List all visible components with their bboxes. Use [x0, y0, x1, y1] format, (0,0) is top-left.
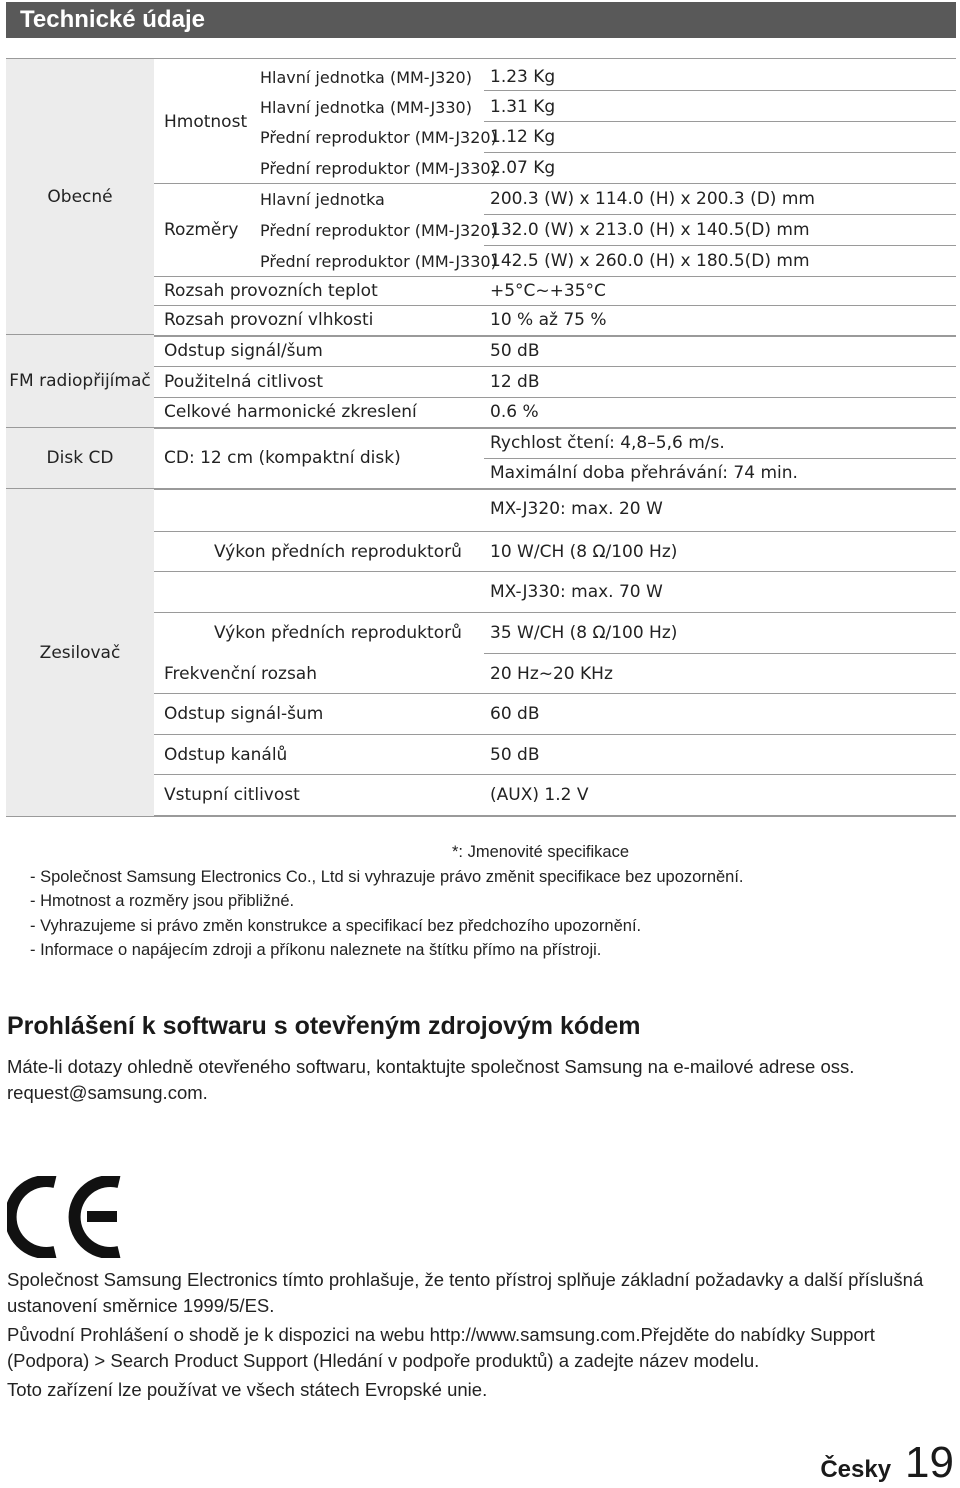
amp-row-value: 50 dB: [490, 745, 540, 765]
amp-row-label: Vstupní citlivost: [164, 785, 300, 805]
amp-row-value: 20 Hz~20 KHz: [490, 664, 613, 684]
fm-row-value: 0.6 %: [490, 402, 539, 422]
weight-item: Hlavní jednotka (MM-J320): [260, 67, 472, 87]
note-item: - Informace o napájecím zdroji a příkonu naleznete na štítku přímo na přístroji.: [30, 941, 602, 959]
note-item: - Společnost Samsung Electronics Co., Ltd si vyhrazuje právo změnit specifikace bez upozornění.: [30, 867, 744, 886]
category-fm: FM radiopřijímač: [6, 335, 154, 428]
footer-language: Česky: [820, 1456, 892, 1483]
weight-value: 1.12 Kg: [490, 127, 556, 147]
dimensions-label: Rozměry: [164, 220, 239, 240]
amp-j330-max: MX-J330: max. 70 W: [490, 582, 663, 602]
amp-row-value: 60 dB: [490, 704, 540, 724]
spec-notes: [30, 840, 930, 963]
amp-j320-max: MX-J320: max. 20 W: [490, 499, 663, 519]
weight-label: Hmotnost: [164, 112, 248, 132]
ce-declaration: Společnost Samsung Electronics tímto prohlašuje, že tento přístroj splňuje základní požadavky a další příslušná ustanovení směrnice 1999/5/ES.: [7, 1269, 924, 1316]
notes-title: *: Jmenovité specifikace: [452, 843, 629, 861]
dimensions-value: 200.3 (W) x 114.0 (H) x 200.3 (D) mm: [490, 189, 815, 209]
amp-front-power-label: Výkon předních reproduktorů: [214, 623, 462, 643]
temperature-value: +5°C~+35°C: [490, 280, 606, 301]
amp-row-value: (AUX) 1.2 V: [490, 785, 589, 805]
fm-row-value: 12 dB: [490, 372, 540, 392]
page-footer: [820, 1438, 954, 1488]
category-cd: Disk CD: [6, 428, 154, 489]
ce-original: Původní Prohlášení o shodě je k dispozici na webu http://www.samsung.com.Přejděte do nabídky Support (Podpora) > Search Product Support (Hledání v podpoře produktů) a zadejte název modelu.: [7, 1324, 875, 1371]
dimensions-item: Přední reproduktor (MM-J320): [260, 220, 497, 240]
fm-row-label: Použitelná citlivost: [164, 372, 324, 392]
weight-item: Přední reproduktor (MM-J320): [260, 127, 497, 147]
ce-usage: Toto zařízení lze používat ve všech státech Evropské unie.: [7, 1379, 488, 1400]
category-general: Obecné: [6, 59, 154, 335]
weight-value: 1.31 Kg: [490, 97, 556, 117]
dimensions-item: Hlavní jednotka: [260, 189, 385, 209]
ce-mark-icon: [7, 1176, 127, 1258]
dimensions-item: Přední reproduktor (MM-J330): [260, 251, 497, 271]
amp-front-power-label: Výkon předních reproduktorů: [214, 542, 462, 562]
weight-item: Přední reproduktor (MM-J330): [260, 158, 497, 178]
oss-text: Máte-li dotazy ohledně otevřeného softwaru, kontaktujte společnost Samsung na e-mailové adrese oss. request@samsung.com.: [7, 1056, 855, 1103]
cd-value: Rychlost čtení: 4,8–5,6 m/s.: [490, 433, 725, 453]
weight-item: Hlavní jednotka (MM-J330): [260, 97, 472, 117]
weight-value: 1.23 Kg: [490, 67, 556, 87]
fm-row-label: Odstup signál/šum: [164, 341, 323, 361]
fm-row-label: Celkové harmonické zkreslení: [164, 402, 417, 422]
humidity-label: Rozsah provozní vlhkosti: [164, 309, 374, 330]
amp-row-label: Odstup signál-šum: [164, 704, 324, 724]
amp-j330-rms: 35 W/CH (8 Ω/100 Hz): [490, 623, 678, 643]
amp-j320-rms: 10 W/CH (8 Ω/100 Hz): [490, 542, 678, 562]
amp-row-label: Odstup kanálů: [164, 745, 288, 765]
cd-label: CD: 12 cm (kompaktní disk): [164, 448, 401, 468]
page-number: 19: [905, 1438, 954, 1487]
dimensions-value: 132.0 (W) x 213.0 (H) x 140.5(D) mm: [490, 220, 810, 240]
category-amp: Zesilovač: [6, 489, 154, 817]
note-item: - Hmotnost a rozměry jsou přibližné.: [30, 892, 295, 910]
note-item: - Vyhrazujeme si právo změn konstrukce a specifikací bez předchozího upozornění.: [30, 916, 642, 935]
amp-row-label: Frekvenční rozsah: [164, 664, 317, 684]
dimensions-value: 142.5 (W) x 260.0 (H) x 180.5(D) mm: [490, 251, 810, 271]
humidity-value: 10 % až 75 %: [490, 309, 607, 330]
weight-value: 2.07 Kg: [490, 158, 556, 178]
temperature-label: Rozsah provozních teplot: [164, 280, 378, 301]
fm-row-value: 50 dB: [490, 341, 540, 361]
oss-heading: Prohlášení k softwaru s otevřeným zdrojovým kódem: [7, 1012, 641, 1040]
section-title: Technické údaje: [6, 2, 956, 38]
cd-value: Maximální doba přehrávání: 74 min.: [490, 463, 798, 483]
